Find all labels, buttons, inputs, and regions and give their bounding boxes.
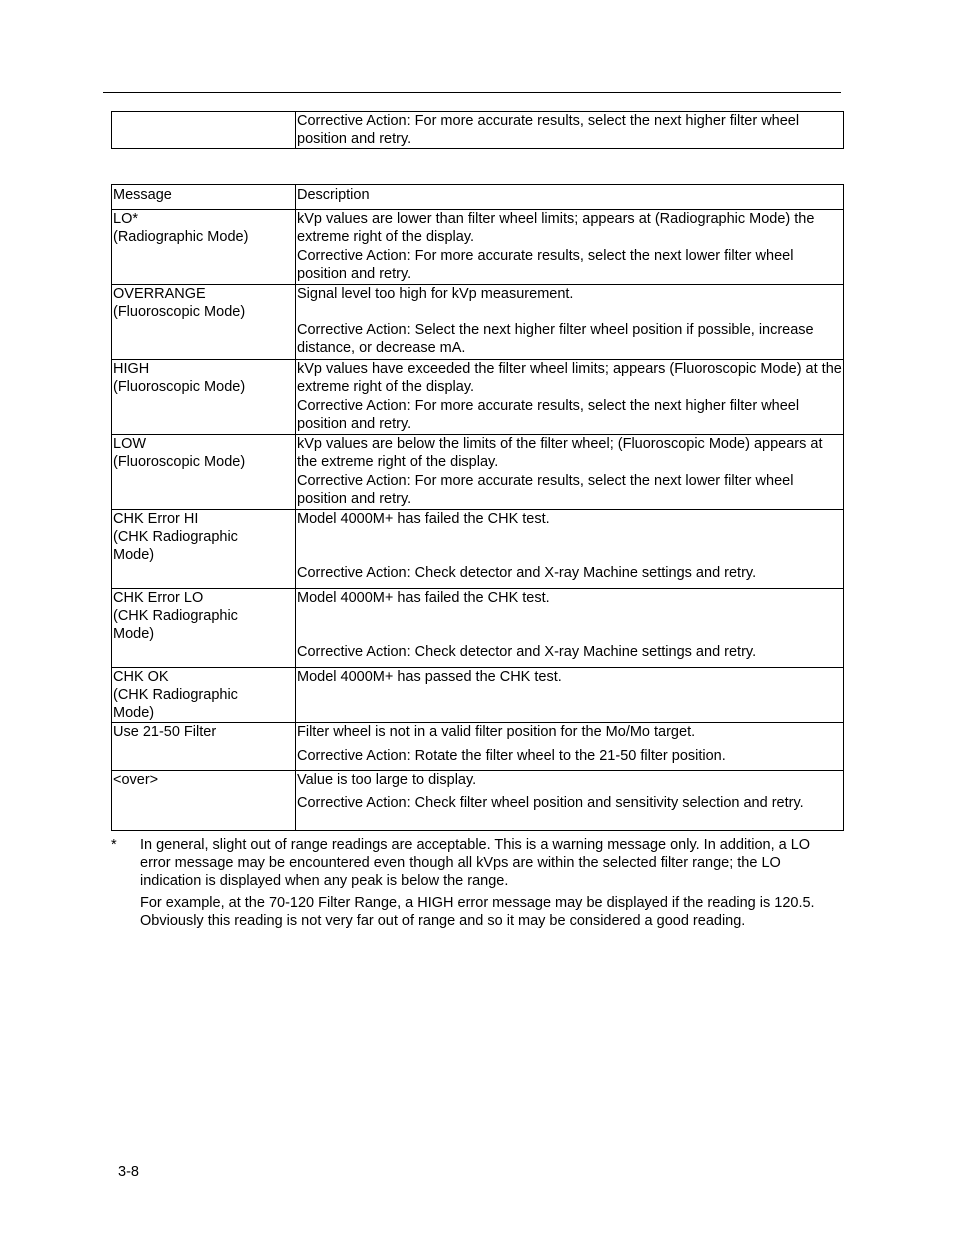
message-cell bbox=[112, 112, 296, 149]
message-cell bbox=[112, 435, 296, 510]
table-row bbox=[112, 668, 844, 723]
message-mode: (CHK Radiographic Mode) bbox=[113, 687, 238, 721]
description-text: Filter wheel is not in a valid filter position for the Mo/Mo target. bbox=[297, 724, 696, 740]
message-text: LO* bbox=[113, 211, 138, 227]
description-text: Signal level too high for kVp measurement. bbox=[297, 286, 574, 302]
table-row bbox=[112, 285, 844, 360]
description-text: kVp values are below the limits of the filter wheel; (Fluoroscopic Mode) appears at the extreme right of the display. bbox=[297, 436, 823, 470]
table-row bbox=[112, 360, 844, 435]
message-cell bbox=[112, 285, 296, 360]
message-mode: (Fluoroscopic Mode) bbox=[113, 454, 246, 470]
header-description: Description bbox=[296, 185, 844, 210]
header-rule bbox=[103, 92, 841, 93]
description-text: Corrective Action: For more accurate results, select the next higher filter wheel position and retry. bbox=[297, 113, 800, 147]
message-text: CHK Error LO bbox=[113, 590, 204, 606]
corrective-action: Corrective Action: For more accurate results, select the next higher filter wheel position and retry. bbox=[297, 398, 800, 432]
message-text: Use 21-50 Filter bbox=[113, 724, 217, 740]
description-text: kVp values have exceeded the filter wheel limits; appears (Fluoroscopic Mode) at the extreme right of the display. bbox=[297, 361, 842, 395]
corrective-action: Corrective Action: Check detector and X-ray Machine settings and retry. bbox=[297, 644, 757, 660]
message-cell bbox=[112, 360, 296, 435]
page-number: 3-8 bbox=[118, 1164, 139, 1180]
corrective-action: Corrective Action: For more accurate results, select the next lower filter wheel position and retry. bbox=[297, 248, 794, 282]
description-cell bbox=[296, 435, 844, 510]
table-row bbox=[112, 210, 844, 285]
message-text: LOW bbox=[113, 436, 147, 452]
table-row bbox=[112, 723, 844, 771]
message-text: CHK OK bbox=[113, 669, 169, 685]
description-cell bbox=[296, 360, 844, 435]
message-text: OVERRANGE bbox=[113, 286, 206, 302]
message-cell bbox=[112, 668, 296, 723]
corrective-action: Corrective Action: Select the next higher filter wheel position if possible, increase distance, or decrease mA. bbox=[297, 322, 814, 356]
header-message: Message bbox=[112, 185, 296, 210]
description-cell bbox=[296, 589, 844, 668]
description-cell bbox=[296, 723, 844, 771]
footnote-paragraph: In general, slight out of range readings are acceptable. This is a warning message only. In addition, a LO error message may be encountered even though all kVps are within the selected filter range; the LO indication is displayed when any peak is below the range. bbox=[140, 837, 811, 889]
corrective-action: Corrective Action: Rotate the filter wheel to the 21-50 filter position. bbox=[297, 748, 726, 764]
corrective-action: Corrective Action: Check filter wheel position and sensitivity selection and retry. bbox=[297, 795, 804, 811]
footnote bbox=[111, 836, 841, 930]
message-cell bbox=[112, 210, 296, 285]
message-cell bbox=[112, 723, 296, 771]
table-row bbox=[112, 589, 844, 668]
message-text: HIGH bbox=[113, 361, 150, 377]
description-cell bbox=[296, 285, 844, 360]
footnote-body bbox=[140, 836, 841, 930]
message-text: CHK Error HI bbox=[113, 511, 199, 527]
description-text: Model 4000M+ has passed the CHK test. bbox=[297, 669, 562, 685]
corrective-action: Corrective Action: Check detector and X-ray Machine settings and retry. bbox=[297, 565, 757, 581]
description-cell bbox=[296, 668, 844, 723]
footnote-mark: * bbox=[111, 837, 117, 853]
messages-table bbox=[111, 184, 844, 831]
message-cell bbox=[112, 771, 296, 831]
description-text: Value is too large to display. bbox=[297, 772, 477, 788]
corrective-action: Corrective Action: For more accurate results, select the next lower filter wheel position and retry. bbox=[297, 473, 794, 507]
description-text: Model 4000M+ has failed the CHK test. bbox=[297, 511, 550, 527]
footnote-paragraph: For example, at the 70-120 Filter Range, a HIGH error message may be displayed if the reading is 120.5. Obviously this reading is not very far out of range and so it may be considered a good reading. bbox=[140, 895, 815, 929]
description-text: Model 4000M+ has failed the CHK test. bbox=[297, 590, 550, 606]
description-cell bbox=[296, 210, 844, 285]
table-row bbox=[112, 510, 844, 589]
message-mode: (Radiographic Mode) bbox=[113, 229, 249, 245]
table-row bbox=[112, 435, 844, 510]
table-row bbox=[112, 771, 844, 831]
message-text: <over> bbox=[113, 772, 159, 788]
description-cell bbox=[296, 771, 844, 831]
message-mode: (Fluoroscopic Mode) bbox=[113, 379, 246, 395]
continuation-table bbox=[111, 111, 844, 149]
table-header-row bbox=[112, 185, 844, 210]
message-mode: (CHK Radiographic Mode) bbox=[113, 529, 238, 563]
description-text: kVp values are lower than filter wheel limits; appears at (Radiographic Mode) the extreme right of the display. bbox=[297, 211, 815, 245]
message-cell bbox=[112, 589, 296, 668]
message-mode: (CHK Radiographic Mode) bbox=[113, 608, 238, 642]
message-mode: (Fluoroscopic Mode) bbox=[113, 304, 246, 320]
description-cell bbox=[296, 112, 844, 149]
message-cell bbox=[112, 510, 296, 589]
table-row bbox=[112, 112, 844, 149]
description-cell bbox=[296, 510, 844, 589]
